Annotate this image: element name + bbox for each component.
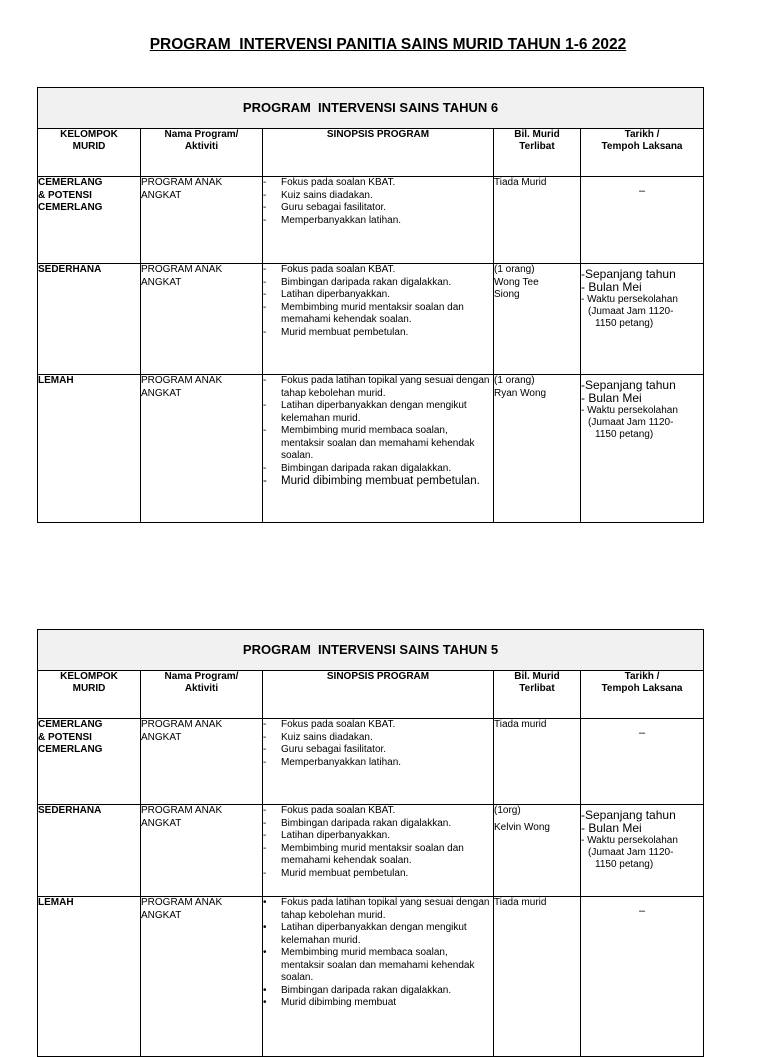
synopsis-item: - Murid membuat pembetulan. (263, 327, 493, 340)
synopsis-item: - Murid membuat pembetulan. (263, 868, 493, 881)
program-cell: PROGRAM ANAK ANGKAT (141, 719, 263, 805)
header-sinopsis: SINOPSIS PROGRAM (263, 129, 494, 177)
header-kelompok-murid: KELOMPOK MURID (38, 129, 141, 177)
synopsis-item: - Kuiz sains diadakan. (263, 732, 493, 745)
synopsis-item: - Membimbing murid mentaksir soalan dan memahami kehendak soalan. (263, 843, 493, 868)
synopsis-item: - Guru sebagai fasilitator. (263, 744, 493, 757)
program-cell: PROGRAM ANAK ANGKAT (141, 264, 263, 375)
table-row-sederhana (38, 805, 704, 897)
group-cell: LEMAH (38, 897, 141, 1057)
header-bil-murid: Bil. Murid Terlibat (494, 671, 581, 719)
intervention-table-tahun-6 (37, 87, 704, 523)
table-title: PROGRAM INTERVENSI SAINS TAHUN 6 (38, 88, 704, 129)
synopsis-item: - Membimbing murid mentaksir soalan dan memahami kehendak soalan. (263, 302, 493, 327)
synopsis-item: • Murid dibimbing membuat (263, 997, 493, 1010)
table-title: PROGRAM INTERVENSI SAINS TAHUN 5 (38, 630, 704, 671)
header-row (38, 129, 704, 177)
synopsis-item: • Fokus pada latihan topikal yang sesuai dengan tahap kebolehan murid. (263, 897, 493, 922)
date-cell: – (581, 897, 704, 1057)
group-cell: SEDERHANA (38, 805, 141, 897)
synopsis-cell (263, 897, 494, 1057)
student-count-cell: (1org) Kelvin Wong (494, 805, 581, 897)
synopsis-item: - Murid dibimbing membuat pembetulan. (263, 475, 493, 488)
header-nama-program: Nama Program/ Aktiviti (141, 129, 263, 177)
document-title: PROGRAM INTERVENSI PANITIA SAINS MURID TAHUN 1-6 2022 (149, 36, 627, 53)
table-row-lemah (38, 375, 704, 523)
synopsis-item: - Fokus pada soalan KBAT. (263, 805, 493, 818)
synopsis-item: • Membimbing murid membaca soalan, mentaksir soalan dan memahami kehendak soalan. (263, 947, 493, 985)
table-row-cemerlang (38, 177, 704, 264)
synopsis-item: - Guru sebagai fasilitator. (263, 202, 493, 215)
group-cell: CEMERLANG & POTENSI CEMERLANG (38, 177, 141, 264)
header-kelompok-murid: KELOMPOK MURID (38, 671, 141, 719)
synopsis-cell (263, 805, 494, 897)
synopsis-item: • Latihan diperbanyakkan dengan mengikut kelemahan murid. (263, 922, 493, 947)
synopsis-item: - Latihan diperbanyakkan dengan mengikut kelemahan murid. (263, 400, 493, 425)
student-count-cell: Tiada murid (494, 719, 581, 805)
group-cell: CEMERLANG & POTENSI CEMERLANG (38, 719, 141, 805)
synopsis-item: - Fokus pada latihan topikal yang sesuai dengan tahap kebolehan murid. (263, 375, 493, 400)
synopsis-item: - Kuiz sains diadakan. (263, 190, 493, 203)
synopsis-item: - Bimbingan daripada rakan digalakkan. (263, 277, 493, 290)
header-nama-program: Nama Program/ Aktiviti (141, 671, 263, 719)
group-cell: LEMAH (38, 375, 141, 523)
date-cell: -Sepanjang tahun - Bulan Mei - Waktu persekolahan (Jumaat Jam 1120- 1150 petang) (581, 375, 704, 523)
program-cell: PROGRAM ANAK ANGKAT (141, 805, 263, 897)
student-count-cell: Tiada murid (494, 897, 581, 1057)
date-cell: – (581, 719, 704, 805)
group-cell: SEDERHANA (38, 264, 141, 375)
synopsis-item: - Memperbanyakkan latihan. (263, 757, 493, 770)
table-row-cemerlang (38, 719, 704, 805)
student-count-cell: Tiada Murid (494, 177, 581, 264)
date-cell: -Sepanjang tahun - Bulan Mei - Waktu persekolahan (Jumaat Jam 1120- 1150 petang) (581, 805, 704, 897)
header-tarikh: Tarikh / Tempoh Laksana (581, 671, 704, 719)
table-row-lemah (38, 897, 704, 1057)
header-tarikh: Tarikh / Tempoh Laksana (581, 129, 704, 177)
table-row-sederhana (38, 264, 704, 375)
student-count-cell: (1 orang) Wong Tee Siong (494, 264, 581, 375)
synopsis-cell (263, 719, 494, 805)
header-row (38, 671, 704, 719)
synopsis-item: - Memperbanyakkan latihan. (263, 215, 493, 228)
student-count-cell: (1 orang) Ryan Wong (494, 375, 581, 523)
synopsis-item: - Membimbing murid membaca soalan, mentaksir soalan dan memahami kehendak soalan. (263, 425, 493, 463)
synopsis-item: - Fokus pada soalan KBAT. (263, 177, 493, 190)
synopsis-item: - Bimbingan daripada rakan digalakkan. (263, 463, 493, 476)
date-cell: -Sepanjang tahun - Bulan Mei - Waktu persekolahan (Jumaat Jam 1120- 1150 petang) (581, 264, 704, 375)
synopsis-item: - Fokus pada soalan KBAT. (263, 264, 493, 277)
intervention-table-tahun-5 (37, 629, 704, 1057)
header-sinopsis: SINOPSIS PROGRAM (263, 671, 494, 719)
synopsis-cell (263, 375, 494, 523)
synopsis-cell (263, 264, 494, 375)
header-bil-murid: Bil. Murid Terlibat (494, 129, 581, 177)
date-cell: – (581, 177, 704, 264)
synopsis-item: - Latihan diperbanyakkan. (263, 289, 493, 302)
synopsis-item: - Latihan diperbanyakkan. (263, 830, 493, 843)
synopsis-cell (263, 177, 494, 264)
program-cell: PROGRAM ANAK ANGKAT (141, 375, 263, 523)
synopsis-item: - Fokus pada soalan KBAT. (263, 719, 493, 732)
program-cell: PROGRAM ANAK ANGKAT (141, 177, 263, 264)
synopsis-item: - Bimbingan daripada rakan digalakkan. (263, 818, 493, 831)
synopsis-item: • Bimbingan daripada rakan digalakkan. (263, 985, 493, 998)
program-cell: PROGRAM ANAK ANGKAT (141, 897, 263, 1057)
